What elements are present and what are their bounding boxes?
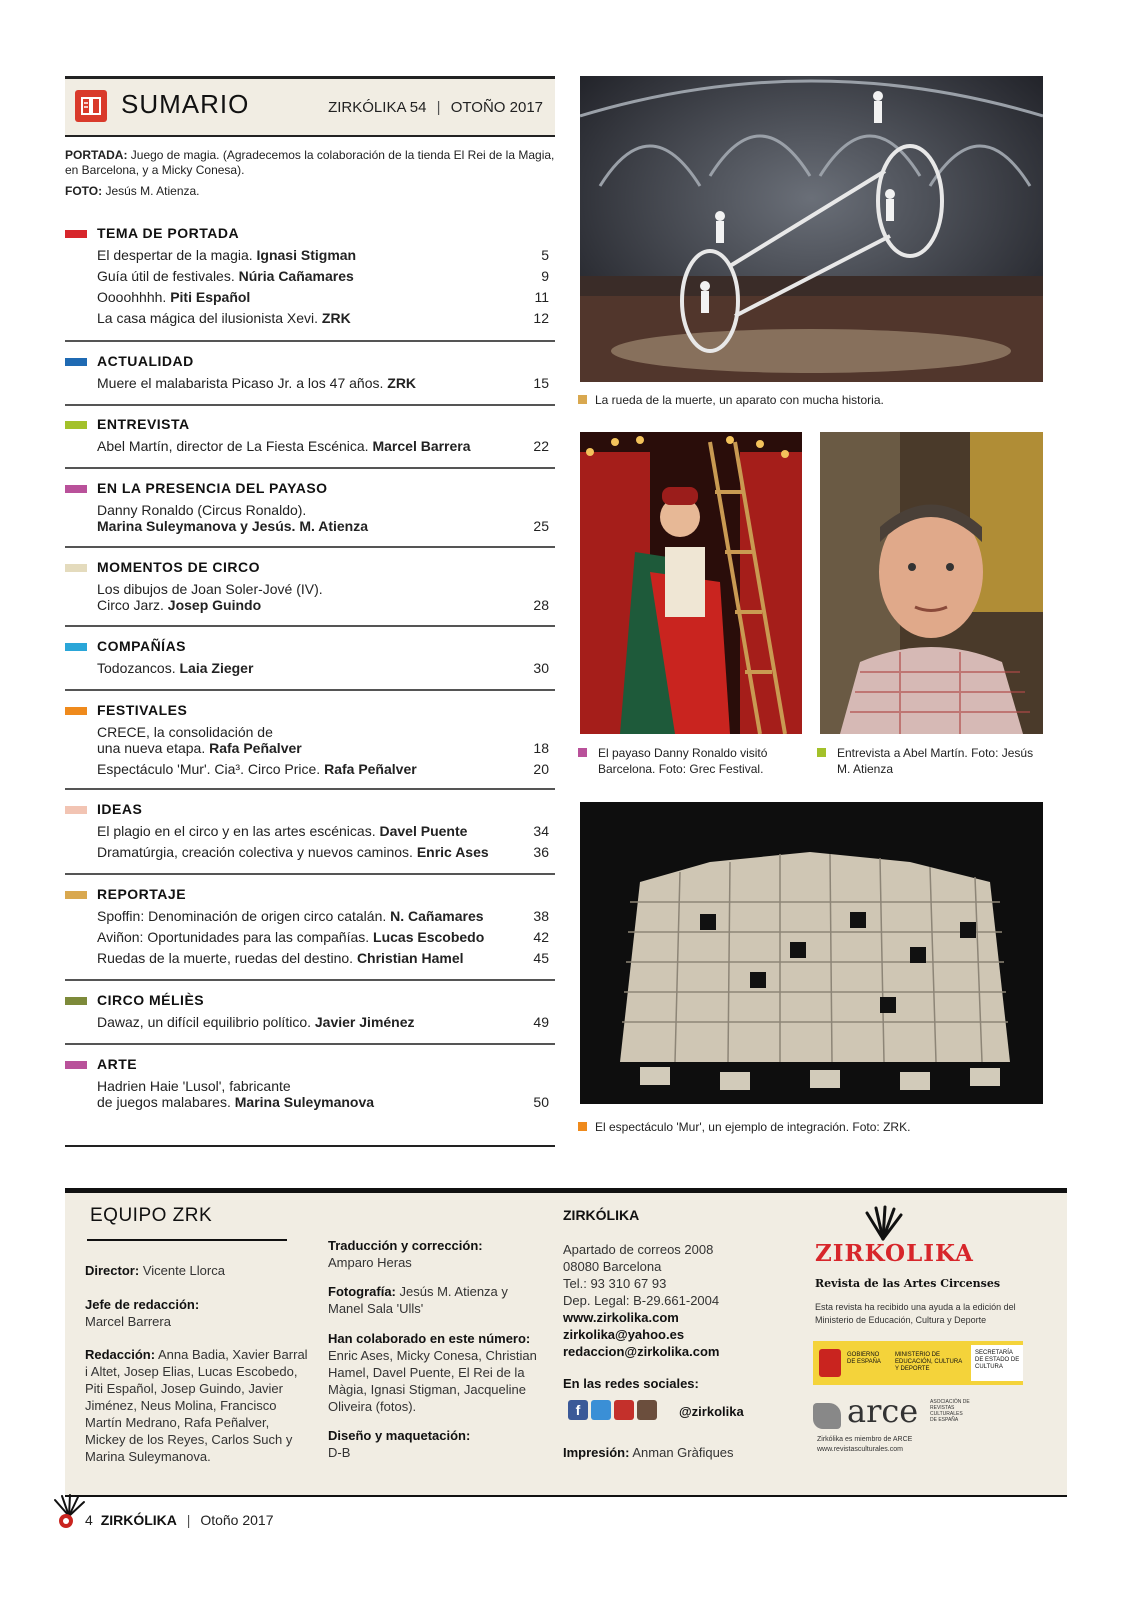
- entry-page-number: 36: [533, 844, 549, 860]
- email-link-2[interactable]: redaccion@zirkolika.com: [563, 1344, 720, 1359]
- toc-entry[interactable]: [97, 581, 545, 597]
- entry-page-number: 5: [541, 247, 549, 263]
- entry-author: ZRK: [321, 310, 351, 326]
- section-color-marker: [65, 358, 87, 366]
- entry-page-number: 9: [541, 268, 549, 284]
- jefe-label: Jefe de redacción:: [85, 1297, 200, 1312]
- entry-title: Hadrien Haie 'Lusol', fabricante: [97, 1078, 291, 1094]
- entry-page-number: 25: [533, 518, 549, 534]
- instagram-icon[interactable]: [637, 1400, 657, 1420]
- section-title: FESTIVALES: [97, 702, 188, 718]
- section-title: EN LA PRESENCIA DEL PAYASO: [97, 480, 328, 496]
- contact-title: ZIRKÓLIKA: [563, 1207, 640, 1223]
- entry-page-number: 20: [533, 761, 549, 777]
- toc-entry[interactable]: [97, 375, 549, 391]
- ministry-logo: [813, 1341, 1023, 1385]
- brand-sunburst-icon: [863, 1205, 903, 1241]
- arce-logo: arce: [847, 1392, 919, 1430]
- diseno-name: D-B: [328, 1445, 351, 1460]
- entry-page-number: 28: [533, 597, 549, 613]
- entry-author: Javier Jiménez: [314, 1014, 415, 1030]
- section-color-marker: [65, 230, 87, 238]
- impresion-name: Anman Gràfiques: [632, 1445, 734, 1460]
- entry-title: El despertar de la magia.: [97, 247, 253, 263]
- website-link[interactable]: www.zirkolika.com: [563, 1310, 679, 1325]
- section-divider: [65, 1043, 555, 1045]
- photo-mur-show: [580, 802, 1043, 1104]
- caption-marker: [817, 748, 826, 757]
- toc-entry[interactable]: [97, 1078, 545, 1094]
- facebook-icon[interactable]: f: [568, 1400, 588, 1420]
- entry-title: Danny Ronaldo (Circus Ronaldo).: [97, 502, 307, 518]
- footer-dot-center: [63, 1518, 69, 1524]
- caption-clown: [578, 745, 803, 777]
- toc-entry[interactable]: [97, 761, 549, 777]
- spain-crest-icon: [819, 1349, 841, 1377]
- entry-author: Núria Cañamares: [238, 268, 354, 284]
- foto-label: FOTO:: [65, 184, 103, 198]
- entry-title: El plagio en el circo y en las artes escénicas.: [97, 823, 376, 839]
- entry-page-number: 42: [533, 929, 549, 945]
- section-title: MOMENTOS DE CIRCO: [97, 559, 261, 575]
- secretaria-label: SECRETARÍA DE ESTADO DE CULTURA: [975, 1350, 1020, 1370]
- section-title: ACTUALIDAD: [97, 353, 194, 369]
- toc-entry[interactable]: [97, 660, 549, 676]
- toc-entry[interactable]: [97, 724, 545, 740]
- entry-title: Muere el malabarista Picaso Jr. a los 47 años.: [97, 375, 384, 391]
- section-divider: [65, 404, 555, 406]
- toc-entry[interactable]: [97, 438, 549, 454]
- ministerio-label: MINISTERIO DE EDUCACIÓN, CULTURA Y DEPORTE: [895, 1352, 962, 1372]
- entry-author: Lucas Escobedo: [373, 929, 485, 945]
- footer-separator: |: [186, 1512, 191, 1528]
- footer-brand: ZIRKÓLIKA: [100, 1512, 177, 1528]
- jefe-credit: [85, 1296, 310, 1330]
- toc-entry[interactable]: [97, 844, 549, 860]
- section-title: ENTREVISTA: [97, 416, 190, 432]
- entry-author: Laia Zieger: [179, 660, 254, 676]
- impresion-label: Impresión:: [563, 1445, 630, 1460]
- caption-wheel: [578, 392, 1048, 408]
- section-divider: [65, 546, 555, 548]
- entry-title: una nueva etapa.: [97, 740, 206, 756]
- aid-text: Esta revista ha recibido una ayuda a la edición del Ministerio de Educación, Cultura y Deporte: [815, 1302, 1016, 1325]
- foto-text: Jesús M. Atienza.: [105, 184, 200, 198]
- toc-entry[interactable]: [97, 908, 549, 924]
- traduccion-name: Amparo Heras: [328, 1255, 412, 1270]
- entry-page-number: 50: [533, 1094, 549, 1110]
- social-icons: [568, 1400, 657, 1422]
- section-title: ARTE: [97, 1056, 138, 1072]
- section-color-marker: [65, 707, 87, 715]
- entry-title: Ruedas de la muerte, ruedas del destino.: [97, 950, 354, 966]
- colaborado-names: Enric Ases, Micky Conesa, Christian Hamel, Davel Puente, El Rei de la Màgia, Ignasi Stigman, Jacqueline Oliveira (fotos).: [328, 1348, 537, 1414]
- entry-author: Josep Guindo: [167, 597, 262, 613]
- caption-abel-text: Entrevista a Abel Martín. Foto: Jesús M. Atienza: [837, 746, 1034, 776]
- entry-title: Aviñon: Oportunidades para las compañías.: [97, 929, 370, 945]
- entry-author: Marina Suleymanova y Jesús. M. Atienza: [97, 518, 369, 534]
- diseno-credit: [328, 1427, 543, 1461]
- colaborado-label: Han colaborado en este número:: [328, 1331, 531, 1346]
- photo-clown: [580, 432, 802, 734]
- toc-entry[interactable]: [97, 823, 549, 839]
- toc-entry[interactable]: [97, 502, 545, 518]
- credits-box: [65, 1188, 1067, 1497]
- contact-address: [563, 1241, 783, 1360]
- colaborado-credit: [328, 1330, 543, 1415]
- section-title: REPORTAJE: [97, 886, 187, 902]
- entry-title: Todozancos.: [97, 660, 176, 676]
- social-handle[interactable]: @zirkolika: [679, 1404, 744, 1419]
- section-divider: [65, 625, 555, 627]
- entry-author: Enric Ases: [416, 844, 489, 860]
- entry-author: Davel Puente: [379, 823, 468, 839]
- redaccion-credit: [85, 1346, 310, 1465]
- entry-page-number: 45: [533, 950, 549, 966]
- portada-text: Juego de magia. (Agradecemos la colaboración de la tienda El Rei de la Magia, en Barcelona, y a Micky Conesa).: [65, 148, 555, 177]
- team-title: EQUIPO ZRK: [90, 1205, 213, 1226]
- toc-entry[interactable]: [97, 929, 549, 945]
- section-divider: [65, 979, 555, 981]
- entry-title: Dramatúrgia, creación colectiva y nuevos caminos.: [97, 844, 413, 860]
- page-footer: [85, 1512, 274, 1528]
- footer-dot-icon: [59, 1514, 73, 1528]
- section-color-marker: [65, 997, 87, 1005]
- entry-page-number: 38: [533, 908, 549, 924]
- section-color-marker: [65, 1061, 87, 1069]
- caption-abel: [817, 745, 1042, 777]
- entry-author: Piti Español: [170, 289, 251, 305]
- section-color-marker: [65, 891, 87, 899]
- section-title: COMPAÑÍAS: [97, 638, 187, 654]
- arce-subtitle: ASOCIACIÓN DE REVISTAS CULTURALES DE ESPAÑA: [930, 1399, 970, 1423]
- section-color-marker: [65, 485, 87, 493]
- social-label: En las redes sociales:: [563, 1376, 699, 1391]
- entry-author: Christian Hamel: [356, 950, 464, 966]
- gob-label: GOBIERNO DE ESPAÑA: [847, 1352, 881, 1365]
- caption-clown-text: El payaso Danny Ronaldo visitó Barcelona. Foto: Grec Festival.: [598, 746, 768, 776]
- legal-line: Dep. Legal: B-29.661-2004: [563, 1293, 720, 1308]
- entry-page-number: 12: [533, 310, 549, 326]
- entry-page-number: 11: [534, 289, 549, 305]
- email-link-1[interactable]: zirkolika@yahoo.es: [563, 1327, 685, 1342]
- youtube-icon[interactable]: [614, 1400, 634, 1420]
- entry-page-number: 18: [533, 740, 549, 756]
- entry-author: N. Cañamares: [390, 908, 484, 924]
- jefe-name: Marcel Barrera: [85, 1314, 171, 1329]
- address-line: Apartado de correos 2008: [563, 1242, 714, 1257]
- book-icon: [75, 90, 107, 122]
- portada-label: PORTADA:: [65, 148, 128, 162]
- section-color-marker: [65, 643, 87, 651]
- entry-author: Rafa Peñalver: [324, 761, 417, 777]
- page-title: SUMARIO: [121, 89, 250, 119]
- section-title: TEMA DE PORTADA: [97, 225, 240, 241]
- toc-entry[interactable]: [97, 1094, 549, 1110]
- section-divider: [65, 689, 555, 691]
- entry-title: Espectáculo 'Mur'. Cia³. Circo Price.: [97, 761, 321, 777]
- team-title-underline: [87, 1239, 287, 1241]
- toc-entry[interactable]: [97, 597, 549, 613]
- entry-author: Marcel Barrera: [372, 438, 471, 454]
- entry-page-number: 34: [533, 823, 549, 839]
- caption-marker: [578, 1122, 587, 1131]
- fotografia-names: Jesús M. Atienza y Manel Sala 'Ulls': [328, 1284, 508, 1316]
- diseno-label: Diseño y maquetación:: [328, 1428, 471, 1443]
- entry-title: Circo Jarz.: [97, 597, 164, 613]
- redaccion-label: Redacción:: [85, 1347, 156, 1362]
- entry-title: de juegos malabares.: [97, 1094, 231, 1110]
- section-divider: [65, 467, 555, 469]
- arce-note-2: www.revistasculturales.com: [817, 1446, 903, 1453]
- section-color-marker: [65, 421, 87, 429]
- entry-page-number: 15: [533, 375, 549, 391]
- photo-abel-martin: [820, 432, 1043, 734]
- impresion-credit: [563, 1444, 734, 1461]
- traduccion-label: Traducción y corrección:: [328, 1238, 483, 1253]
- entry-author: Rafa Peñalver: [209, 740, 302, 756]
- section-divider: [65, 873, 555, 875]
- brand-subtitle: Revista de las Artes Circenses: [815, 1277, 1001, 1290]
- phone-line: Tel.: 93 310 67 93: [563, 1276, 667, 1291]
- toc-entry[interactable]: [97, 268, 549, 284]
- brand-logo: ZIRKOLIKA: [815, 1240, 974, 1267]
- toc-entry[interactable]: [97, 518, 549, 534]
- entry-title: CRECE, la consolidación de: [97, 724, 273, 740]
- toc-entry[interactable]: [97, 1014, 549, 1030]
- toc-entry[interactable]: [97, 950, 549, 966]
- photo-wheel-of-death: [580, 76, 1043, 382]
- caption-marker: [578, 748, 587, 757]
- summary-header: [65, 76, 555, 137]
- photo-credit: [65, 184, 555, 199]
- entry-title: Abel Martín, director de La Fiesta Escénica.: [97, 438, 369, 454]
- address-line: 08080 Barcelona: [563, 1259, 662, 1274]
- entry-page-number: 30: [533, 660, 549, 676]
- toc-end-divider: [65, 1145, 555, 1147]
- entry-author: ZRK: [387, 375, 417, 391]
- toc-entry[interactable]: [97, 310, 549, 326]
- entry-title: Dawaz, un difícil equilibrio político.: [97, 1014, 311, 1030]
- toc-entry[interactable]: [97, 289, 549, 305]
- traduccion-credit: [328, 1237, 543, 1271]
- fotografia-label: Fotografía:: [328, 1284, 396, 1299]
- caption-mur: [578, 1119, 1048, 1135]
- entry-page-number: 22: [533, 438, 549, 454]
- caption-wheel-text: La rueda de la muerte, un aparato con mucha historia.: [595, 393, 884, 407]
- footer-season: Otoño 2017: [200, 1512, 274, 1528]
- arce-note-1: Zirkólika es miembro de ARCE: [817, 1436, 913, 1443]
- entry-title: Oooohhhh.: [97, 289, 167, 305]
- entry-title: La casa mágica del ilusionista Xevi.: [97, 310, 319, 326]
- issue-season: OTOÑO 2017: [450, 99, 543, 116]
- entry-title: Guía útil de festivales.: [97, 268, 235, 284]
- fotografia-credit: [328, 1283, 543, 1317]
- toc-entry[interactable]: [97, 247, 549, 263]
- section-divider: [65, 340, 555, 342]
- entry-title: Spoffin: Denominación de origen circo catalán.: [97, 908, 387, 924]
- section-color-marker: [65, 806, 87, 814]
- issue-number: ZIRKÓLIKA 54: [328, 99, 427, 116]
- entry-author: Ignasi Stigman: [256, 247, 357, 263]
- arce-mark-icon: [813, 1403, 841, 1429]
- twitter-icon[interactable]: [591, 1400, 611, 1420]
- entry-page-number: 49: [533, 1014, 549, 1030]
- caption-marker: [578, 395, 587, 404]
- entry-title: Los dibujos de Joan Soler-Jové (IV).: [97, 581, 323, 597]
- section-title: IDEAS: [97, 801, 143, 817]
- caption-mur-text: El espectáculo 'Mur', un ejemplo de integración. Foto: ZRK.: [595, 1120, 911, 1134]
- issue-info: ZIRKÓLIKA 54 | OTOÑO 2017: [328, 99, 543, 116]
- cover-credit: [65, 148, 555, 178]
- section-divider: [65, 788, 555, 790]
- section-title: CIRCO MÉLIÈS: [97, 992, 205, 1008]
- entry-author: Marina Suleymanova: [234, 1094, 375, 1110]
- director-credit: [85, 1262, 310, 1279]
- director-label: Director:: [85, 1263, 140, 1278]
- redaccion-names: Anna Badia, Xavier Barral i Altet, Josep Elias, Lucas Escobedo, Piti Español, Josep Guindo, Javier Jiménez, Neus Molina, Francisco Martín Medrano, Rafa Peñalver, Mickey de los Reyes, Carlos Such y Marina Suleymanova.: [85, 1347, 308, 1464]
- section-color-marker: [65, 564, 87, 572]
- director-name: Vicente Llorca: [142, 1263, 225, 1278]
- toc-entry[interactable]: [97, 740, 549, 756]
- page-number: 4: [85, 1512, 93, 1528]
